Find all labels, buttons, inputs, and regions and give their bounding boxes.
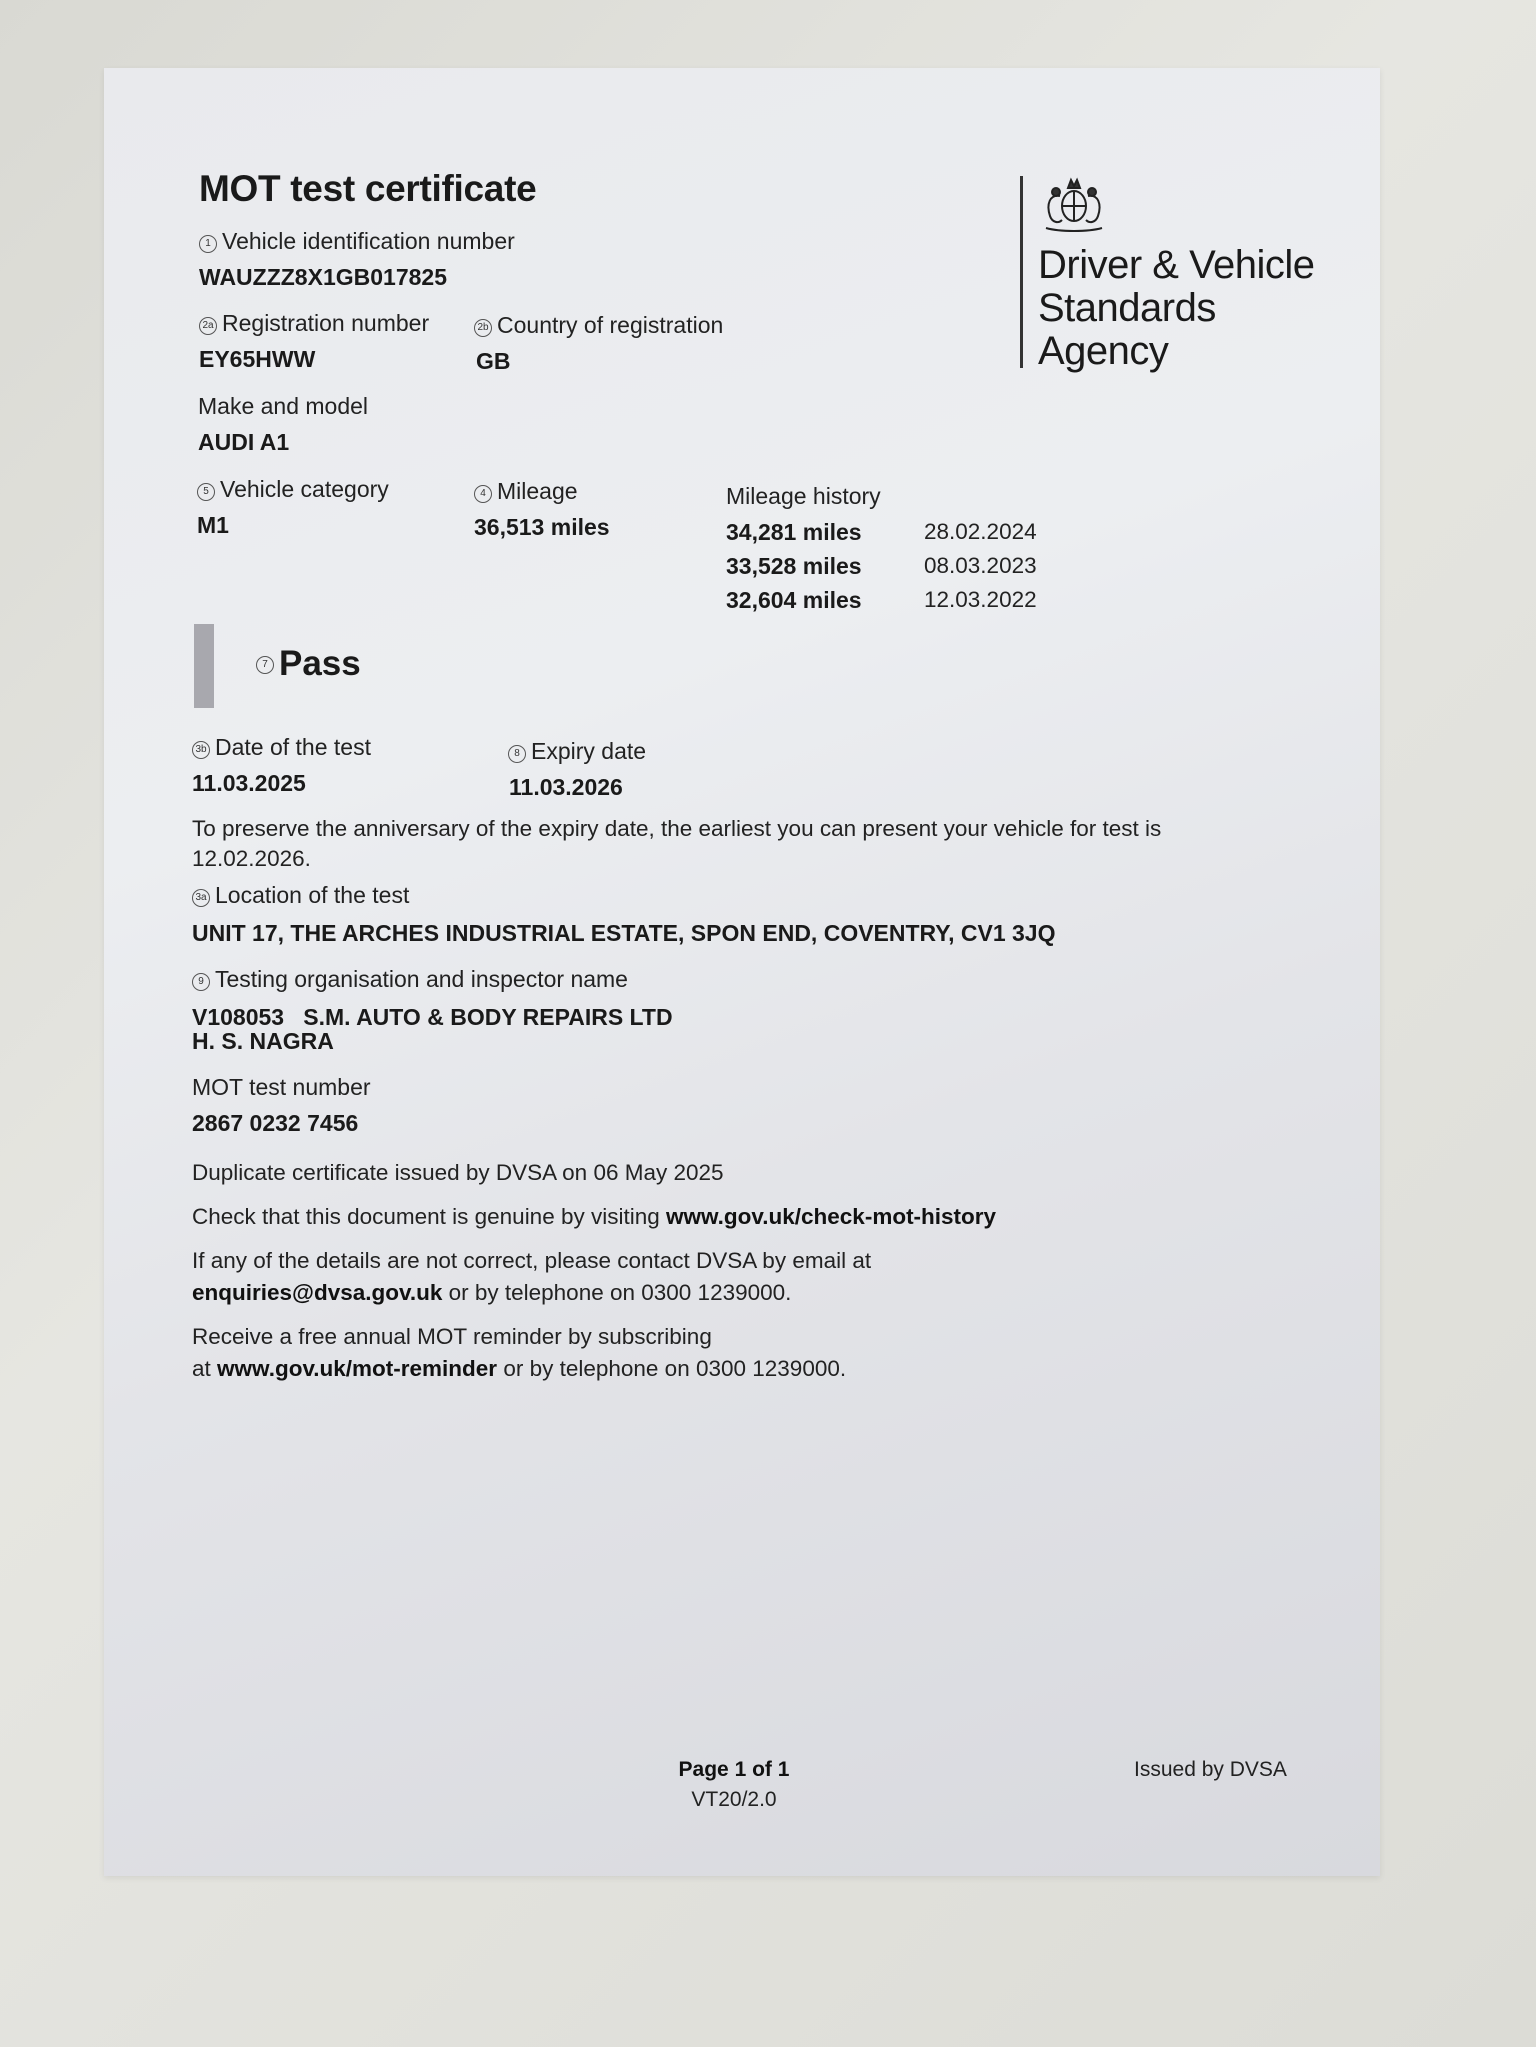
issued-by: Issued by DVSA	[1134, 1758, 1287, 1781]
registration-label: 2a Registration number	[199, 310, 429, 337]
form-code: VT20/2.0	[691, 1788, 777, 1811]
agency-name-line1: Driver & Vehicle	[1038, 243, 1315, 287]
field-number: 8	[508, 745, 526, 763]
certificate-sheet	[104, 68, 1380, 1876]
mileage-history-miles: 32,604 miles	[726, 587, 862, 613]
logo-divider	[1020, 176, 1023, 368]
country-value: GB	[476, 348, 511, 374]
expiry-date-label: 8 Expiry date	[508, 738, 646, 765]
expiry-date-value: 11.03.2026	[509, 774, 623, 800]
certificate-title: MOT test certificate	[199, 168, 537, 209]
agency-name-line2: Standards	[1038, 286, 1216, 330]
test-number-label: MOT test number	[192, 1074, 371, 1100]
email-link[interactable]: enquiries@dvsa.gov.uk	[192, 1280, 443, 1305]
organisation-value: V108053 S.M. AUTO & BODY REPAIRS LTD	[192, 1004, 673, 1030]
vin-value: WAUZZZ8X1GB017825	[199, 264, 447, 290]
mileage-history-date: 28.02.2024	[924, 519, 1037, 544]
check-history-link[interactable]: www.gov.uk/check-mot-history	[666, 1204, 997, 1229]
field-number: 3b	[192, 741, 210, 759]
agency-name-line3: Agency	[1038, 329, 1169, 373]
reminder-note-line1: Receive a free annual MOT reminder by subscribing	[192, 1324, 712, 1349]
mileage-label: 4 Mileage	[474, 478, 578, 505]
field-number: 2a	[199, 317, 217, 335]
field-number: 7	[256, 656, 274, 674]
field-number: 3a	[192, 889, 210, 907]
test-number-value: 2867 0232 7456	[192, 1110, 359, 1136]
field-number: 1	[199, 235, 217, 253]
field-number: 9	[192, 973, 210, 991]
mileage-value: 36,513 miles	[474, 514, 610, 540]
contact-note-line2: enquiries@dvsa.gov.uk or by telephone on 0300 1239000.	[192, 1280, 792, 1305]
anniversary-note-line2: 12.02.2026.	[192, 846, 311, 871]
mileage-history-miles: 33,528 miles	[726, 553, 862, 579]
test-date-value: 11.03.2025	[192, 770, 306, 796]
page-number: Page 1 of 1	[678, 1758, 790, 1781]
location-label: 3a Location of the test	[192, 882, 409, 909]
mileage-history-label: Mileage history	[726, 483, 881, 509]
duplicate-note: Duplicate certificate issued by DVSA on 06 May 2025	[192, 1160, 724, 1185]
reminder-note-line2: at www.gov.uk/mot-reminder or by telephone on 0300 1239000.	[192, 1356, 847, 1381]
category-label: 5 Vehicle category	[197, 476, 389, 503]
mileage-history-date: 12.03.2022	[924, 587, 1037, 612]
category-value: M1	[197, 512, 229, 538]
mileage-history-date: 08.03.2023	[924, 553, 1037, 578]
make-model-label: Make and model	[198, 393, 369, 419]
test-result: 7 Pass	[256, 644, 361, 684]
result-bar	[194, 624, 214, 708]
check-note: Check that this document is genuine by visiting www.gov.uk/check-mot-history	[192, 1204, 997, 1229]
make-model-value: AUDI A1	[198, 429, 290, 455]
country-label: 2b Country of registration	[474, 312, 723, 339]
registration-value: EY65HWW	[199, 346, 316, 372]
test-date-label: 3b Date of the test	[192, 734, 371, 761]
vin-label: 1 Vehicle identification number	[199, 228, 515, 255]
field-number: 2b	[474, 319, 492, 337]
contact-note-line1: If any of the details are not correct, please contact DVSA by email at	[192, 1248, 872, 1273]
reminder-link[interactable]: www.gov.uk/mot-reminder	[217, 1356, 498, 1381]
mileage-history-miles: 34,281 miles	[726, 519, 862, 545]
organisation-label: 9 Testing organisation and inspector name	[192, 966, 628, 993]
field-number: 5	[197, 483, 215, 501]
crest-icon	[1038, 174, 1110, 236]
field-number: 4	[474, 485, 492, 503]
inspector-name: H. S. NAGRA	[192, 1028, 334, 1054]
anniversary-note-line1: To preserve the anniversary of the expiry date, the earliest you can present your vehicle for test is	[192, 816, 1162, 841]
location-value: UNIT 17, THE ARCHES INDUSTRIAL ESTATE, SPON END, COVENTRY, CV1 3JQ	[192, 920, 1056, 946]
